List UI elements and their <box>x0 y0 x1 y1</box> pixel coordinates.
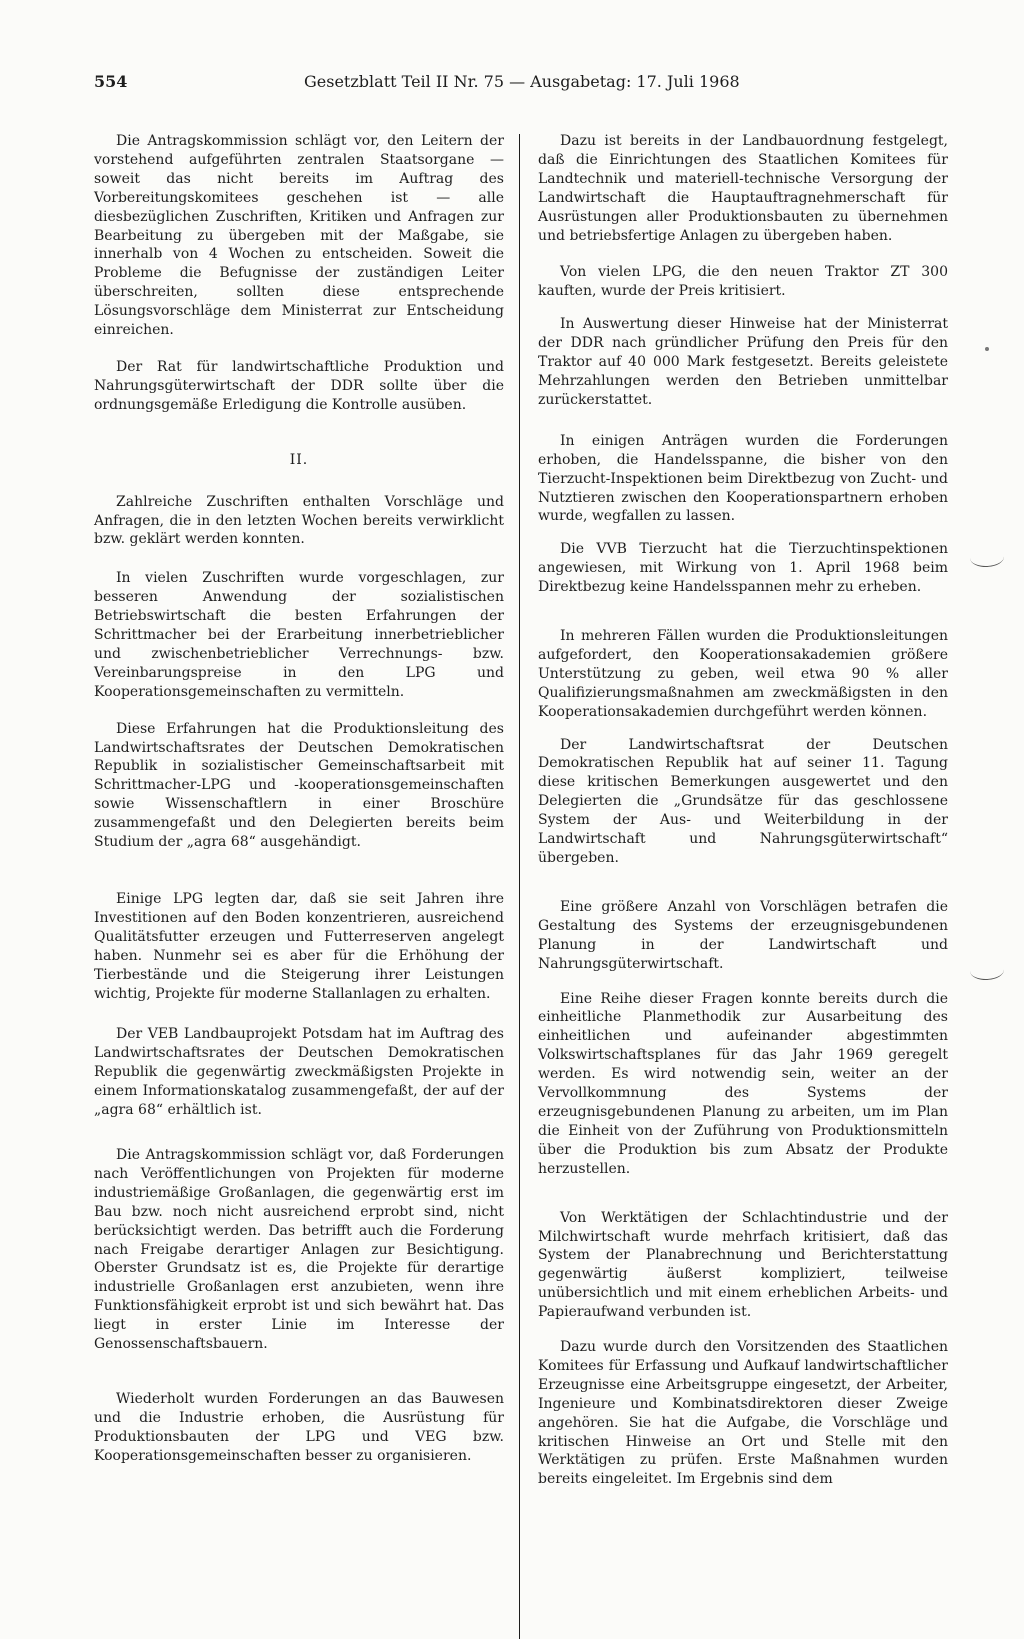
paragraph: Die Antragskommission schlägt vor, den Leitern der vorstehend aufgeführten zentralen Staatsorgane — soweit das nicht bereits im Auftrag des Vorbereitungskomitees geschehen ist — alle diesbezüglichen Zuschriften, Kritiken und Anfragen zur Bearbeitung zu übergeben mit der Maßgabe, sie innerhalb von 4 Wochen zu entscheiden. Soweit die Probleme die Befugnisse der zuständigen Leiter überschreiten, sollten diese entsprechende Lösungsvorschläge dem Ministerrat zur Entscheidung einreichen. <box>94 133 504 339</box>
paragraph: Die VVB Tierzucht hat die Tierzuchtinspektionen angewiesen, mit Wirkung von 1. April 1968 beim Direktbezug keine Handelsspannen mehr zu erheben. <box>538 541 948 596</box>
right-column <box>538 132 948 1489</box>
column-divider <box>519 134 520 1639</box>
paragraph: Die Antragskommission schlägt vor, daß Forderungen nach Veröffentlichungen von Projekten für moderne industriemäßige Großanlagen, die gegenwärtig erst im Bau bzw. noch nicht ausreichend erprobt sind, nicht berücksichtigt werden. Das betrifft auch die Forderung nach Freigabe derartiger Anlagen zur Besichtigung. Oberster Grundsatz ist es, die Projekte für derartige industrielle Großanlagen erst anzubieten, wenn ihre Funktionsfähigkeit erprobt ist und sich bewährt hat. Das liegt in erster Linie im Interesse der Genossenschaftsbauern. <box>94 1146 504 1353</box>
paragraph: Dazu ist bereits in der Landbauordnung festgelegt, daß die Einrichtungen des Staatlichen Komitees für Landtechnik und materiell-technische Versorgung der Landwirtschaft die Hauptauftragnehmerschaft für Ausrüstungen aller Produktionsbauten zu übernehmen und betriebsfertige Anlagen zu übergeben haben. <box>538 133 948 244</box>
paragraph: Zahlreiche Zuschriften enthalten Vorschläge und Anfragen, die in den letzten Wochen bereits verwirklicht bzw. geklärt werden konnten. <box>94 493 504 548</box>
paragraph: Diese Erfahrungen hat die Produktionsleitung des Landwirtschaftsrates der Deutschen Demokratischen Republik in sozialistischer Gemeinschaftsarbeit mit Schrittmacher-LPG und -kooperationsgemeinschaften sowie Wissenschaftlern in einer Broschüre zusammengefaßt und den Delegierten bereits beim Studium der „agra 68“ ausgehändigt. <box>94 720 504 851</box>
paragraph: Dazu wurde durch den Vorsitzenden des Staatlichen Komitees für Erfassung und Aufkauf landwirtschaftlicher Erzeugnisse eine Arbeitsgruppe eingesetzt, der Arbeiter, Ingenieure und Kombinatsdirektoren dieser Zweige angehören. Sie hat die Aufgabe, die Vorschläge und kritischen Hinweise an Ort und Stelle mit den Werktätigen zu prüfen. Erste Maßnahmen wurden bereits eingeleitet. Im Ergebnis sind dem <box>538 1339 948 1488</box>
paragraph: Eine größere Anzahl von Vorschlägen betrafen die Gestaltung des Systems der erzeugnisgebundenen Planung in der Landwirtschaft und Nahrungsgüterwirtschaft. <box>538 898 948 972</box>
paragraph: Wiederholt wurden Forderungen an das Bauwesen und die Industrie erhoben, die Ausrüstung für Produktionsbauten der LPG und VEG bzw. Kooperationsgemeinschaften besser zu organisieren. <box>94 1390 504 1464</box>
running-head: Gesetzblatt Teil II Nr. 75 — Ausgabetag: 17. Juli 1968 <box>304 72 740 91</box>
paragraph: Von Werktätigen der Schlachtindustrie und der Milchwirtschaft wurde mehrfach kritisiert, daß das System der Planabrechnung und Berichterstattung gegenwärtig äußerst kompliziert, teilweise unübersichtlich und mit einem erheblichen Arbeits- und Papieraufwand verbunden ist. <box>538 1209 948 1321</box>
paragraph: Der Rat für landwirtschaftliche Produktion und Nahrungsgüterwirtschaft der DDR sollte über die ordnungsgemäße Erledigung die Kontrolle ausüben. <box>94 358 504 413</box>
paragraph: Eine Reihe dieser Fragen konnte bereits durch die einheitliche Planmethodik zur Ausarbeitung des einheitlichen und aufeinander abgestimmten Volkswirtschaftsplanes für das Jahr 1969 geregelt werden. Es wird notwendig sein, weiter an der Vervollkommnung des Systems der erzeugnisgebundenen Planung zu arbeiten, um im Plan die Einheit von der Zuführung von Produktionsmitteln über die Produktion bis zum Absatz der Produkte herzustellen. <box>538 990 948 1177</box>
paragraph: In mehreren Fällen wurden die Produktionsleitungen aufgefordert, den Kooperationsakademien größere Unterstützung zu geben, weil etwa 90 % aller Qualifizierungsmaßnahmen am zweckmäßigsten in den Kooperationsakademien durchgeführt werden können. <box>538 628 948 720</box>
left-column <box>94 132 504 1466</box>
paragraph: Einige LPG legten dar, daß sie seit Jahren ihre Investitionen auf den Boden konzentrieren, ausreichend Qualitätsfutter erzeugen und Futterreserven angelegt haben. Nunmehr sei es aber für die Erhöhung der Tierbestände und die Steigerung ihrer Leistungen wichtig, Projekte für moderne Stallanlagen zu erhalten. <box>94 891 504 1002</box>
margin-pencil-mark <box>970 547 1005 568</box>
paragraph: In vielen Zuschriften wurde vorgeschlagen, zur besseren Anwendung der sozialistischen Betriebswirtschaft die besten Erfahrungen der Schrittmacher bei der Erarbeitung innerbetrieblicher und zwischenbetrieblicher Verrechnungs- bzw. Vereinbarungspreise in den LPG und Kooperationsgemeinschaften zu vermitteln. <box>94 570 504 700</box>
page-header <box>94 70 954 94</box>
paragraph: In Auswertung dieser Hinweise hat der Ministerrat der DDR nach gründlicher Prüfung den Preis für den Traktor auf 40 000 Mark festgesetzt. Bereits geleistete Mehrzahlungen werden den Betrieben unmittelbar zurückerstattet. <box>538 316 948 408</box>
paragraph: Der Landwirtschaftsrat der Deutschen Demokratischen Republik hat auf seiner 11. Tagung diese kritischen Bemerkungen ausgewertet und den Delegierten die „Grundsätze für das geschlossene System der Aus- und Weiterbildung in der Landwirtschaft und Nahrungsgüterwirtschaft“ übergeben. <box>538 736 948 866</box>
page-speck <box>985 347 989 351</box>
paragraph: In einigen Anträgen wurden die Forderungen erhoben, die Handelsspanne, die bisher von den Tierzucht-Inspektionen beim Direktbezug von Zucht- und Nutztieren zwischen den Kooperationspartnern erhoben wurde, wegfallen zu lassen. <box>538 432 948 525</box>
paragraph: Der VEB Landbauprojekt Potsdam hat im Auftrag des Landwirtschaftsrates der Deutschen Demokratischen Republik die gegenwärtig zweckmäßigsten Projekte in einem Informationskatalog zusammengefaßt, der auf der „agra 68“ erhältlich ist. <box>94 1026 504 1119</box>
margin-pencil-mark <box>970 960 1005 981</box>
section-heading: II. <box>289 451 309 468</box>
paragraph: Von vielen LPG, die den neuen Traktor ZT 300 kauften, wurde der Preis kritisiert. <box>538 264 948 300</box>
page-number: 554 <box>94 72 128 91</box>
